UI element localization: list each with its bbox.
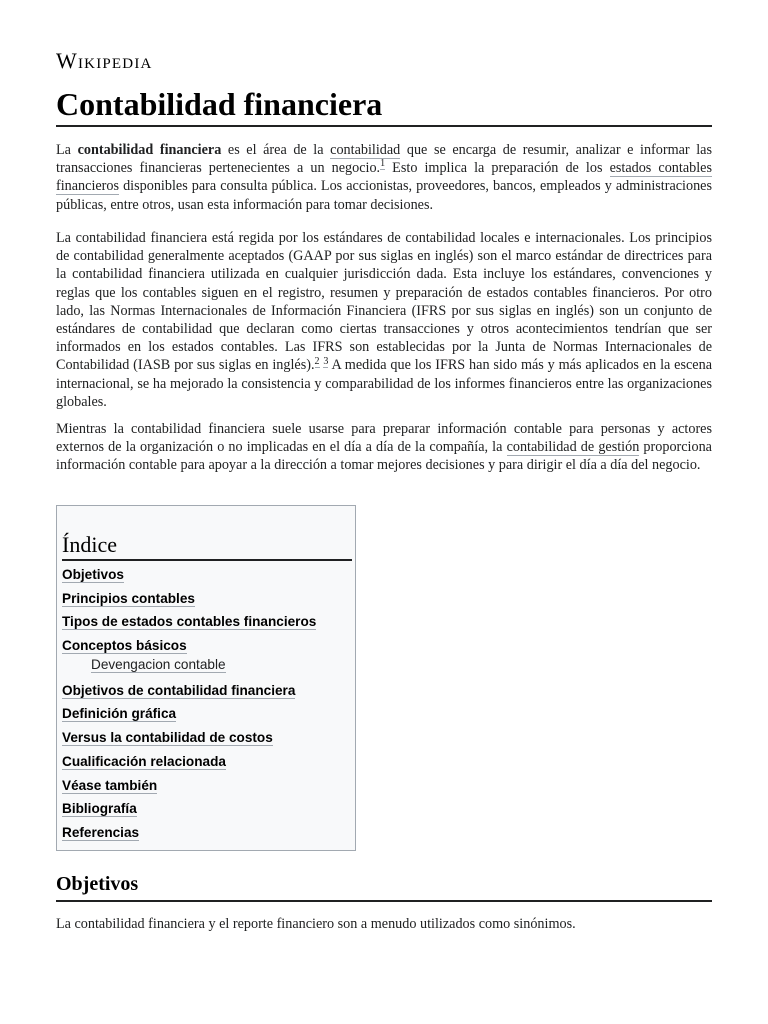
text: es el área de la [221,142,331,158]
text: proporciona información contable para apoyar a la dirección a tomar mejores decisiones y para dirigir el día a día del negocio. [56,439,712,474]
logo-wordmark: Wikipedia [56,48,153,73]
toc-item-versus-costos[interactable]: Versus la contabilidad de costos [62,730,273,746]
intro-paragraph-3 [56,420,712,475]
wikipedia-logo[interactable] [56,49,153,73]
text: La contabilidad financiera está regida por los estándares de contabilidad locales e internacionales. Los principios de contabilidad generalmente aceptados (GAAP por sus siglas en inglés) son el marco estándar de directrices para la contabilidad financiera utilizada en cualquier jurisdicción dada. Esta incluye los estándares, convenciones y reglas que los contables siguen en el registro, resumen y preparación de estados contables financieros. Por otro lado, las Normas Internacionales de Información Financiera (IFRS por sus siglas en inglés) son un conjunto de estándares de contabilidad que declaran como ciertas transacciones y otros acontecimientos tendrían que ser informados en los estados contables. Las IFRS son establecidas por la Junta de Normas Internacionales de Contabilidad (IASB por sus siglas en inglés). [56,230,712,374]
table-of-contents [56,505,356,851]
toc-item-cualificacion[interactable]: Cualificación relacionada [62,753,226,769]
toc-item-bibliografia[interactable]: Bibliografía [62,801,137,817]
link-estados-contables-financieros[interactable]: estados contables financieros [56,160,712,195]
toc-item-principios-contables[interactable]: Principios contables [62,590,195,606]
text: Esto implica la preparación de los [385,160,610,177]
intro-paragraph-2 [56,229,712,411]
text: Mientras la contabilidad financiera suele usarse para preparar información contable para personas y actores externos de la organización o no implicadas en el día a día de la compañía, la [56,421,712,456]
intro-paragraph-1 [56,141,712,214]
toc-item-vease-tambien[interactable]: Véase también [62,777,158,793]
toc-list [62,566,316,848]
reference-1[interactable]: 1 [380,158,386,170]
text: disponibles para consulta pública. Los accionistas, proveedores, bancos, empleados y administraciones públicas, entre otros, usan esta información para tomar decisiones. [56,178,712,213]
toc-item-objetivos[interactable]: Objetivos [62,567,124,582]
link-contabilidad[interactable]: contabilidad [330,142,401,158]
toc-item-definicion-grafica[interactable]: Definición gráfica [62,706,177,722]
reference-3[interactable]: 3 [323,355,329,367]
toc-item-conceptos-basicos[interactable]: Conceptos básicos [62,638,187,654]
toc-title: Índice [62,532,352,561]
text: La [56,142,78,158]
page-title: Contabilidad financiera [56,84,712,127]
section-paragraph: La contabilidad financiera y el reporte financiero son a menudo utilizados como sinónimos. [56,916,576,932]
bold-term: contabilidad financiera [77,142,222,158]
reference-2[interactable]: 2 [314,355,320,367]
link-contabilidad-de-gestion[interactable]: contabilidad de gestión [506,439,640,456]
toc-subitem-devengacion-contable[interactable]: Devengacion contable [91,656,226,672]
text: A medida que los IFRS han sido más y más aplicados en la escena internacional, se ha mejorado la consistencia y comparabilidad de los informes financieros entre las organizaciones globales. [56,357,712,410]
toc-item-objetivos-contabilidad[interactable]: Objetivos de contabilidad financiera [62,682,296,698]
toc-item-referencias[interactable]: Referencias [62,824,140,840]
section-heading-objetivos: Objetivos [56,871,712,902]
toc-item-tipos-de-estados[interactable]: Tipos de estados contables financieros [62,614,317,630]
text: que se encarga de resumir, analizar e informar las transacciones financieras pertenecientes a un negocio. [56,142,712,177]
